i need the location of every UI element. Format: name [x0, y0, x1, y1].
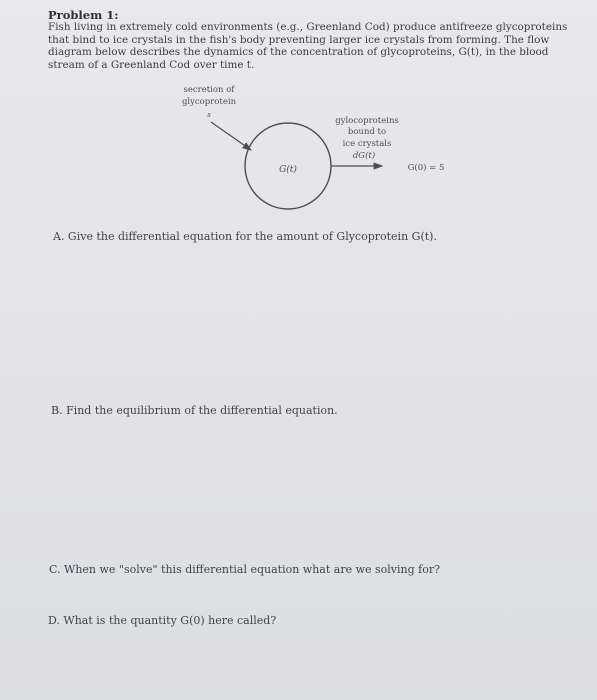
- inflow-rate-label: s: [207, 111, 211, 119]
- question-a: A. Give the differential equation for the amount of Glycoprotein G(t).: [53, 230, 437, 243]
- intro-line: that bind to ice crystals in the fish's body preventing larger ice crystals from forming. The flow: [48, 33, 550, 46]
- outflow-label-line3: ice crystals: [342, 139, 392, 149]
- question-b: B. Find the equilibrium of the differential equation.: [51, 404, 338, 417]
- outflow-label-line2: bound to: [347, 127, 387, 137]
- flow-diagram: [0, 0, 597, 230]
- inflow-label-line2: glycoprotein: [181, 97, 237, 107]
- stock-label: G(t): [279, 165, 297, 175]
- inflow-arrow: [211, 122, 251, 150]
- outflow-rate-label: dG(t): [352, 151, 376, 161]
- inflow-label-line1: secretion of: [183, 85, 235, 95]
- initial-condition-label: G(0) = 5: [407, 163, 445, 173]
- question-d: D. What is the quantity G(0) here called?: [48, 614, 277, 627]
- question-c: C. When we "solve" this differential equation what are we solving for?: [49, 563, 441, 576]
- intro-line: diagram below describes the dynamics of the concentration of glycoproteins, G(t), in the blood: [48, 46, 549, 58]
- intro-line: Fish living in extremely cold environments (e.g., Greenland Cod) produce antifreeze glycoproteins: [48, 21, 568, 33]
- outflow-label-line1: gylocoproteins: [335, 116, 399, 126]
- problem-title: Problem 1:: [48, 8, 119, 22]
- intro-line: stream of a Greenland Cod over time t.: [48, 58, 255, 71]
